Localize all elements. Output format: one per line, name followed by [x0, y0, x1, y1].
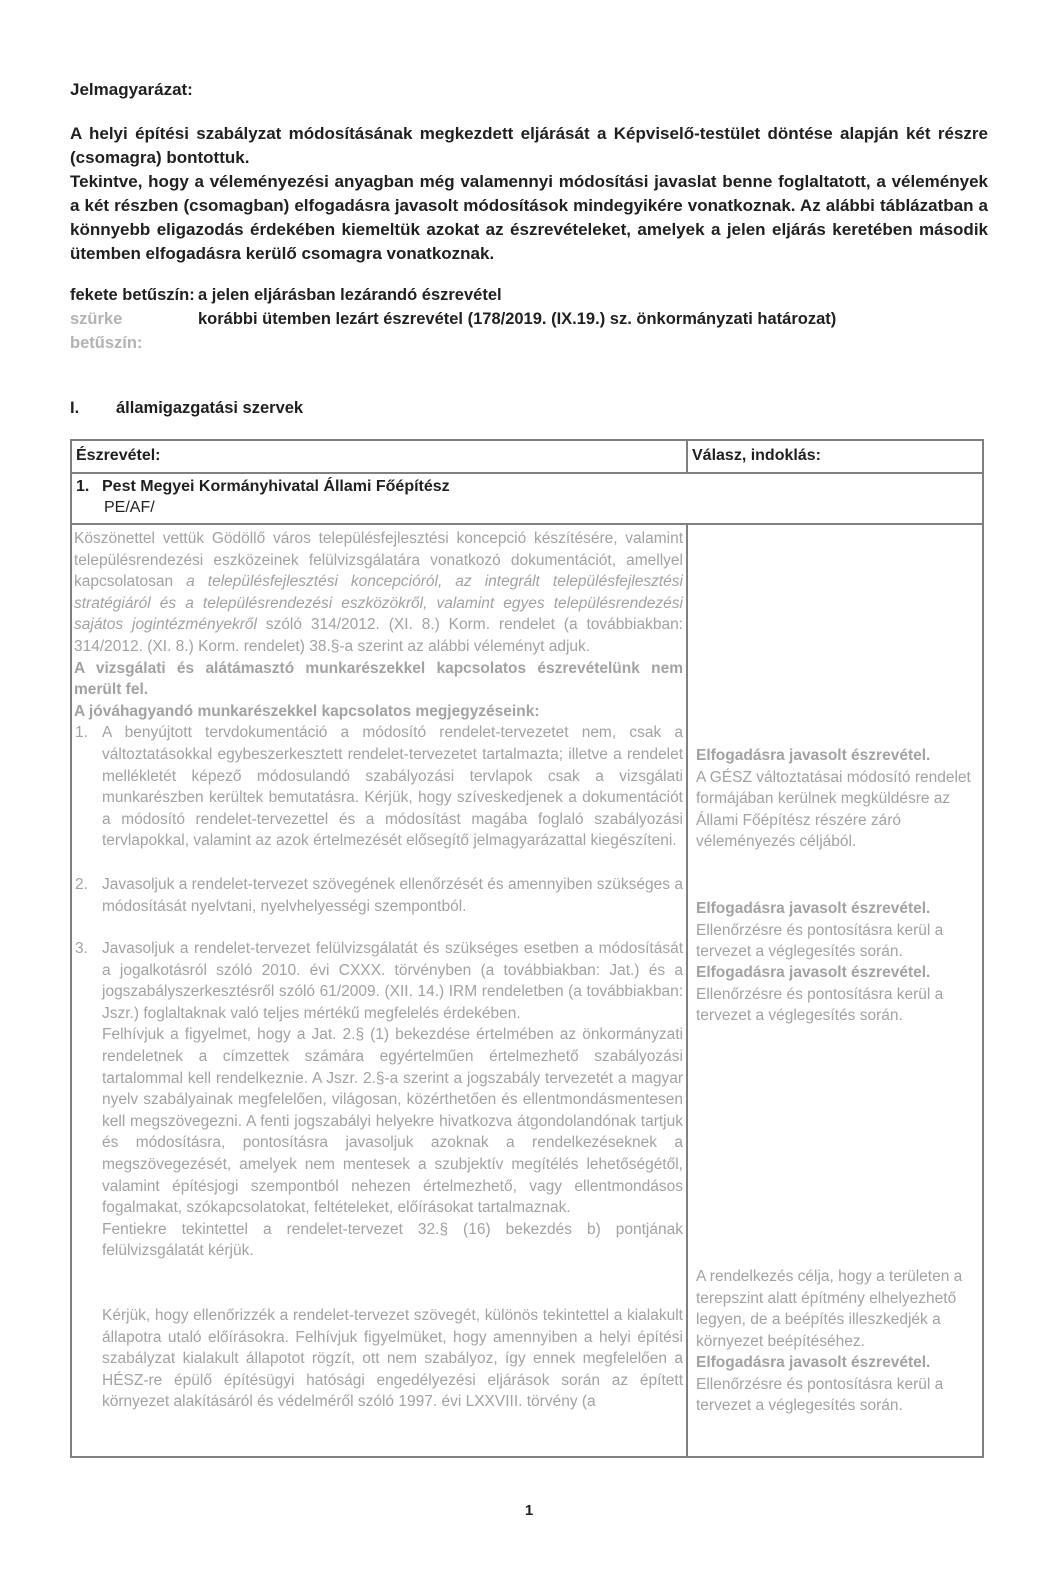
- observation-bold-note-2: A jóváhagyandó munkarészekkel kapcsolatos megjegyzéseink:: [74, 702, 540, 720]
- org-number: 1.: [76, 478, 90, 495]
- color-legend: [70, 283, 988, 355]
- response-block-4: [696, 1266, 976, 1352]
- legend-gray-label: szürke betűszín:: [70, 310, 143, 352]
- observation-item-3: [74, 938, 683, 1024]
- observation-intro-pre: Köszönettel vettük Gödöllő város településfejlesztési koncepció készítésére, valamint településrendezési eszközeinek felülvizsgálatára vonatkozó dokumentációt, amellyel kapcsolatosan: [74, 530, 683, 591]
- response-5-verdict: Elfogadásra javasolt észrevétel.: [696, 1354, 931, 1371]
- legend-row-black: [70, 283, 988, 307]
- response-block-5: [696, 1352, 976, 1417]
- observation-intro-post: szóló 314/2012. (XI. 8.) Korm. rendelet (a továbbiakban: 314/2012. (XI. 8.) Korm. rendelet) 38.§-a szerint az alábbi véleményt adjuk.: [74, 616, 683, 655]
- legend-black-label: fekete betűszín:: [70, 286, 195, 304]
- org-reference: PE/AF/: [104, 499, 155, 516]
- intro-paragraph-2: Tekintve, hogy a véleményezési anyagban még valamennyi módosítási javaslat benne foglaltatott, a vélemények a két részben (csomagban) elfogadásra javasolt módosítások mindegyikére vonatkoznak. Az alábbi táblázatban a könnyebb eligazodás érdekében kiemeltük azokat az észrevételeket, amelyek a jelen eljárás keretében második ütemben elfogadásra kerülő csomagra vonatkoznak.: [70, 172, 988, 263]
- response-1-text: A GÉSZ változtatásai módosító rendelet formájában kerülnek megküldésre az Állami Főépítész részére záró véleményezés céljából.: [696, 768, 971, 851]
- item-3-text-a: Javasoljuk a rendelet-tervezet felülvizsgálatát és szükséges esetben a módosítását a jogalkotásról szóló 2010. évi CXXX. törvényben (a továbbiakban: Jat.) és a jogszabályszerkesztésről szóló 61/2009. (XII. 14.) IRM rendeletben (a továbbiakban: Jszr.) foglaltaknak való teljes mértékű megfelelés érdekében.: [102, 940, 683, 1022]
- table-header-row: [71, 440, 983, 473]
- response-2-verdict: Elfogadásra javasolt észrevétel.: [696, 900, 931, 917]
- item-3-number: 3.: [75, 940, 88, 958]
- item-3-text-c: Fentiekre tekintettel a rendelet-tervezet 32.§ (16) bekezdés b) pontjának felülvizsgálatát kérjük.: [102, 1220, 683, 1260]
- page-number: 1: [524, 1502, 534, 1519]
- review-table: [70, 439, 984, 1458]
- header-cell-eszrevetel: Észrevétel:: [71, 440, 687, 473]
- legend-black-text: a jelen eljárásban lezárandó észrevétel: [198, 286, 502, 304]
- intro-paragraphs: [70, 122, 988, 266]
- response-block-1: [696, 745, 976, 853]
- response-3-verdict: Elfogadásra javasolt észrevétel.: [696, 964, 931, 981]
- response-block-2: [696, 898, 976, 963]
- legend-gray-text: korábbi ütemben lezárt észrevétel (178/2019. (IX.19.) sz. önkormányzati határozat): [198, 310, 837, 328]
- intro-paragraph-1: A helyi építési szabályzat módosításának megkezdett eljárását a Képviselő-testület döntése alapján két részre (csomagra) bontottuk.: [70, 124, 988, 167]
- item-2-number: 2.: [75, 875, 88, 893]
- title-cell: [71, 473, 983, 524]
- document-page: [0, 80, 1058, 1458]
- section-number: I.: [70, 399, 80, 417]
- legend-title: Jelmagyarázat:: [70, 80, 193, 99]
- org-name: Pest Megyei Kormányhivatal Állami Főépítész: [102, 478, 450, 495]
- header-cell-valasz: Válasz, indoklás:: [687, 440, 983, 473]
- legend-row-gray: [70, 307, 988, 355]
- response-cell: [687, 524, 983, 1457]
- response-5-text: Ellenőrzésre és pontosításra kerül a tervezet a véglegesítés során.: [696, 1375, 944, 1415]
- response-2-text: Ellenőrzésre és pontosításra kerül a tervezet a véglegesítés során.: [696, 921, 944, 961]
- item-1-number: 1.: [75, 724, 88, 742]
- response-block-3: [696, 962, 976, 1027]
- org-title-line: [74, 478, 976, 496]
- observation-intro: [74, 528, 683, 658]
- observation-cell: [71, 524, 687, 1457]
- table-body-row: [71, 524, 983, 1457]
- observation-item-2: [74, 874, 683, 917]
- observation-intro-italic: a településfejlesztési koncepcióról, az integrált településfejlesztési stratégiáról és a településrendezési eszközökről, valamint egyes településrendezési sajátos jogintézményekről: [74, 573, 683, 634]
- section-title: államigazgatási szervek: [116, 399, 304, 417]
- item-3-text-b: Felhívjuk a figyelmet, hogy a Jat. 2.§ (1) bekezdése értelmében az önkormányzati rendeletnek a címzettek számára egyértelműen értelmezhető szabályozási tartalommal kell rendelkeznie. A Jszr. 2.§-a szerint a jogszabály tervezetét a magyar nyelv szabályainak megfelelően, világosan, közérthetően és ellentmondásmentesen kell megszövegezni. A fenti jogszabályi helyekre hivatkozva átgondolandónak tartjuk és módosításra, pontosításra javasoljuk azoknak a rendelkezéseknek a megszövegezését, amelyek nem mentesek a szubjektív megítélés lehetőségétől, valamint építésjogi szempontból nehezen értelmezhető, vagy ellentmondásos fogalmakat, szókapcsolatokat, feltételeket, előírásokat tartalmaznak.: [102, 1026, 683, 1217]
- item-3-text-d: Kérjük, hogy ellenőrizzék a rendelet-tervezet szövegét, különös tekintettel a kialakult állapotra utaló előírásokra. Felhívjuk figyelmüket, hogy amennyiben a helyi építési szabályzat kialakult állapotot rögzít, ott nem szabályoz, így ennek megfelelően a HÉSZ-re épülő építésügyi hatósági engedélyezési eljárások során az épített környezet alakításáról és védelméről szóló 1997. évi LXXVIII. törvény (a: [102, 1307, 683, 1411]
- table-title-row: [71, 473, 983, 524]
- observation-bold-note-1: A vizsgálati és alátámasztó munkarészekkel kapcsolatos észrevételünk nem merült fel.: [74, 659, 683, 699]
- item-1-text: A benyújtott tervdokumentáció a módosító rendelet-tervezetet nem, csak a változtatásokkal egybeszerkesztett rendelet-tervezetet tartalmazta; illetve a rendelet mellékletét képező módosulandó szabályozási tervlapok csak a vizsgálati munkarészben kerültek bemutatásra. Kérjük, hogy szíveskedjenek a dokumentációt a módosító rendelet-tervezettel és a módosítást magába foglaló szabályozási tervlapokkal, valamint az azok értelmezését elősegítő jelmagyarázattal kiegészíteni.: [102, 724, 683, 850]
- section-heading: [70, 399, 988, 418]
- response-1-verdict: Elfogadásra javasolt észrevétel.: [696, 747, 931, 764]
- observation-item-1: [74, 722, 683, 852]
- blank-spacer: [74, 1262, 683, 1305]
- response-4-text: A rendelkezés célja, hogy a területen a terepszint alatt építmény elhelyezhető legyen, de a beépítés illeszkedjék a környezet beépítéséhez.: [696, 1268, 963, 1350]
- item-2-text: Javasoljuk a rendelet-tervezet szövegének ellenőrzését és amennyiben szükséges a módosítását nyelvtani, nyelvhelyességi szempontból.: [102, 875, 683, 915]
- response-3-text: Ellenőrzésre és pontosításra kerül a tervezet a véglegesítés során.: [696, 985, 944, 1025]
